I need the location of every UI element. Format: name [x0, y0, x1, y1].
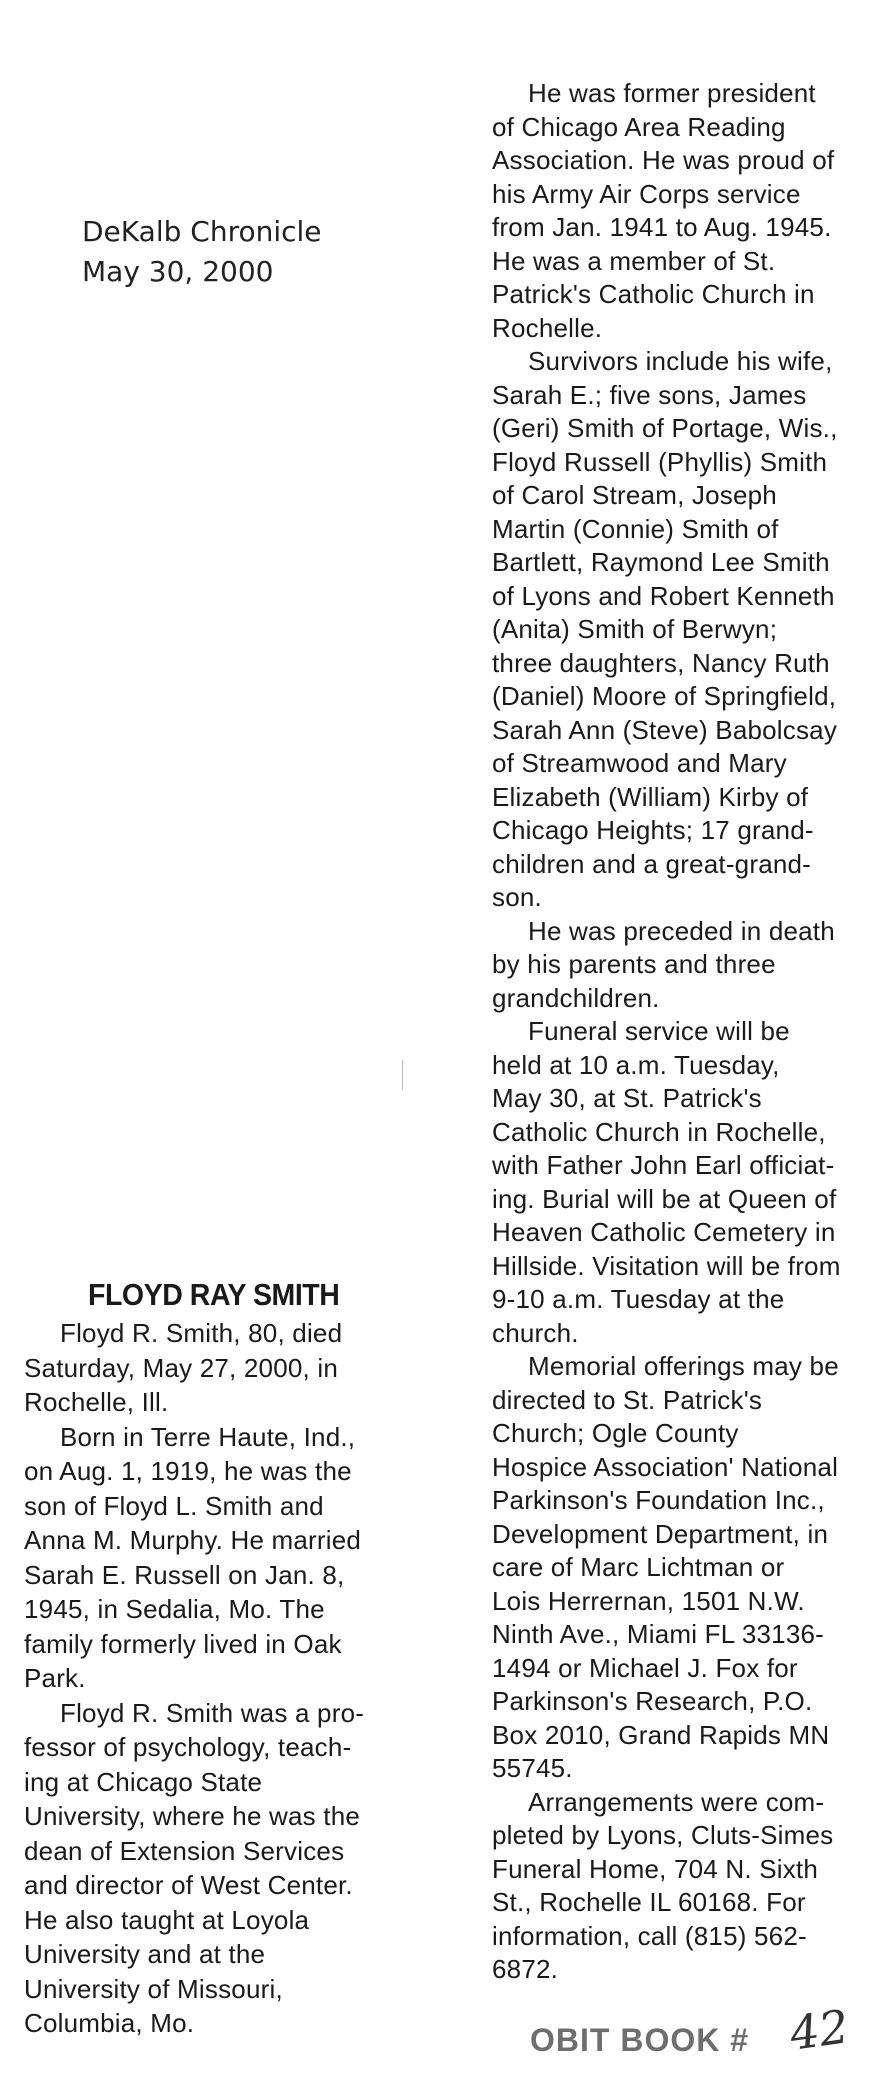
text-line: children and a great-grand- [492, 848, 812, 879]
text-line: of Streamwood and Mary [492, 748, 787, 778]
text-line: Heaven Catholic Cemetery in [492, 1217, 836, 1247]
text-line: 55745. [492, 1753, 573, 1783]
text-line: He was former president [528, 78, 816, 108]
scan-mark [402, 1060, 403, 1090]
text-line: Lois Herrernan, 1501 N.W. [492, 1585, 805, 1616]
text-line: with Father John Earl officiat- [492, 1150, 835, 1180]
text-line: Funeral service will be [528, 1016, 790, 1046]
text-line: from Jan. 1941 to Aug. 1945. [492, 212, 832, 242]
text-line: Arrangements were com- [528, 1786, 825, 1817]
text-line: Sarah E. Russell on Jan. 8, [24, 1559, 345, 1590]
text-line: St., Rochelle IL 60168. For [492, 1887, 806, 1917]
obituary-left-column [24, 1316, 364, 2041]
text-line: of Chicago Area Reading [492, 111, 786, 142]
text-line: Box 2010, Grand Rapids MN [492, 1719, 830, 1750]
text-line: Floyd R. Smith was a pro- [60, 1697, 365, 1728]
publication-date: May 30, 2000 [82, 255, 274, 288]
text-line: University and at the [24, 1939, 266, 1969]
obituary-right-column [492, 77, 841, 1987]
text-line: Bartlett, Raymond Lee Smith [492, 547, 830, 577]
text-line: church. [492, 1317, 579, 1348]
text-line: three daughters, Nancy Ruth [492, 647, 830, 678]
text-line: Elizabeth (William) Kirby of [492, 781, 809, 812]
text-line: and director of West Center. [24, 1870, 353, 1900]
text-line: dean of Extension Services [24, 1835, 345, 1866]
text-line: information, call (815) 562- [492, 1920, 807, 1951]
text-line: by his parents and three [492, 949, 776, 979]
text-line: Patrick's Catholic Church in [492, 279, 815, 309]
text-line: fessor of psychology, teach- [24, 1732, 352, 1762]
text-line: Hospice Association' National [492, 1451, 839, 1482]
text-line: University, where he was the [24, 1801, 361, 1831]
obit-book-stamp: OBIT BOOK # [530, 2022, 750, 2058]
text-line: Memorial offerings may be [528, 1351, 839, 1381]
text-line: Rochelle. [492, 312, 603, 343]
text-line: Park. [24, 1663, 86, 1693]
publication-name: DeKalb Chronicle [82, 215, 322, 248]
text-line: Sarah Ann (Steve) Babolcsay [492, 714, 838, 745]
text-line: Funeral Home, 704 N. Sixth [492, 1853, 819, 1884]
text-line: Church; Ogle County [492, 1418, 739, 1448]
text-line: care of Marc Lichtman or [492, 1552, 785, 1582]
text-line: 9-10 a.m. Tuesday at the [492, 1284, 785, 1314]
text-line: grandchildren. [492, 982, 660, 1013]
text-line: He also taught at Loyola [24, 1904, 310, 1935]
text-line: Martin (Connie) Smith of [492, 513, 779, 544]
text-line: son. [492, 882, 542, 912]
text-line: Ninth Ave., Miami FL 33136- [492, 1619, 824, 1649]
text-line: Parkinson's Foundation Inc., [492, 1485, 825, 1515]
text-line: Sarah E.; five sons, James [492, 379, 807, 410]
text-line: (Anita) Smith of Berwyn; [492, 614, 778, 644]
text-line: Columbia, Mo. [24, 2008, 195, 2038]
text-line: on Aug. 1, 1919, he was the [24, 1456, 352, 1486]
text-line: Development Department, in [492, 1518, 829, 1549]
text-line: 1945, in Sedalia, Mo. The [24, 1594, 325, 1624]
text-line: Catholic Church in Rochelle, [492, 1116, 826, 1147]
text-line: Saturday, May 27, 2000, in [24, 1352, 339, 1383]
handwritten-book-number: 42 [786, 1999, 853, 2061]
text-line: son of Floyd L. Smith and [24, 1490, 324, 1521]
text-line: Survivors include his wife, [528, 346, 833, 376]
text-line: of Carol Stream, Joseph [492, 480, 777, 510]
text-line: ing at Chicago State [24, 1766, 263, 1797]
text-line: Born in Terre Haute, Ind., [60, 1421, 356, 1452]
text-line: May 30, at St. Patrick's [492, 1083, 762, 1113]
text-line: University of Missouri, [24, 1973, 283, 2004]
text-line: (Daniel) Moore of Springfield, [492, 681, 837, 711]
text-line: Association. He was proud of [492, 145, 835, 175]
text-line: He was preceded in death [528, 915, 835, 946]
text-line: (Geri) Smith of Portage, Wis., [492, 413, 838, 443]
text-line: family formerly lived in Oak [24, 1628, 342, 1659]
text-line: Floyd R. Smith, 80, died [60, 1318, 343, 1348]
text-line: held at 10 a.m. Tuesday, [492, 1049, 780, 1080]
text-line: pleted by Lyons, Cluts-Simes [492, 1820, 834, 1850]
text-line: He was a member of St. [492, 245, 776, 276]
text-line: of Lyons and Robert Kenneth [492, 580, 835, 611]
text-line: his Army Air Corps service [492, 178, 801, 209]
text-line: Parkinson's Research, P.O. [492, 1686, 813, 1716]
text-line: 1494 or Michael J. Fox for [492, 1652, 798, 1683]
source-label [82, 212, 322, 292]
text-line: Hillside. Visitation will be from [492, 1250, 841, 1281]
obituary-headline: FLOYD RAY SMITH [88, 1277, 340, 1312]
text-line: Rochelle, Ill. [24, 1387, 169, 1417]
text-line: Floyd Russell (Phyllis) Smith [492, 446, 828, 477]
text-line: Anna M. Murphy. He married [24, 1525, 362, 1555]
text-line: 6872. [492, 1954, 559, 1984]
text-line: Chicago Heights; 17 grand- [492, 815, 814, 845]
text-line: ing. Burial will be at Queen of [492, 1183, 837, 1214]
text-line: directed to St. Patrick's [492, 1384, 763, 1415]
